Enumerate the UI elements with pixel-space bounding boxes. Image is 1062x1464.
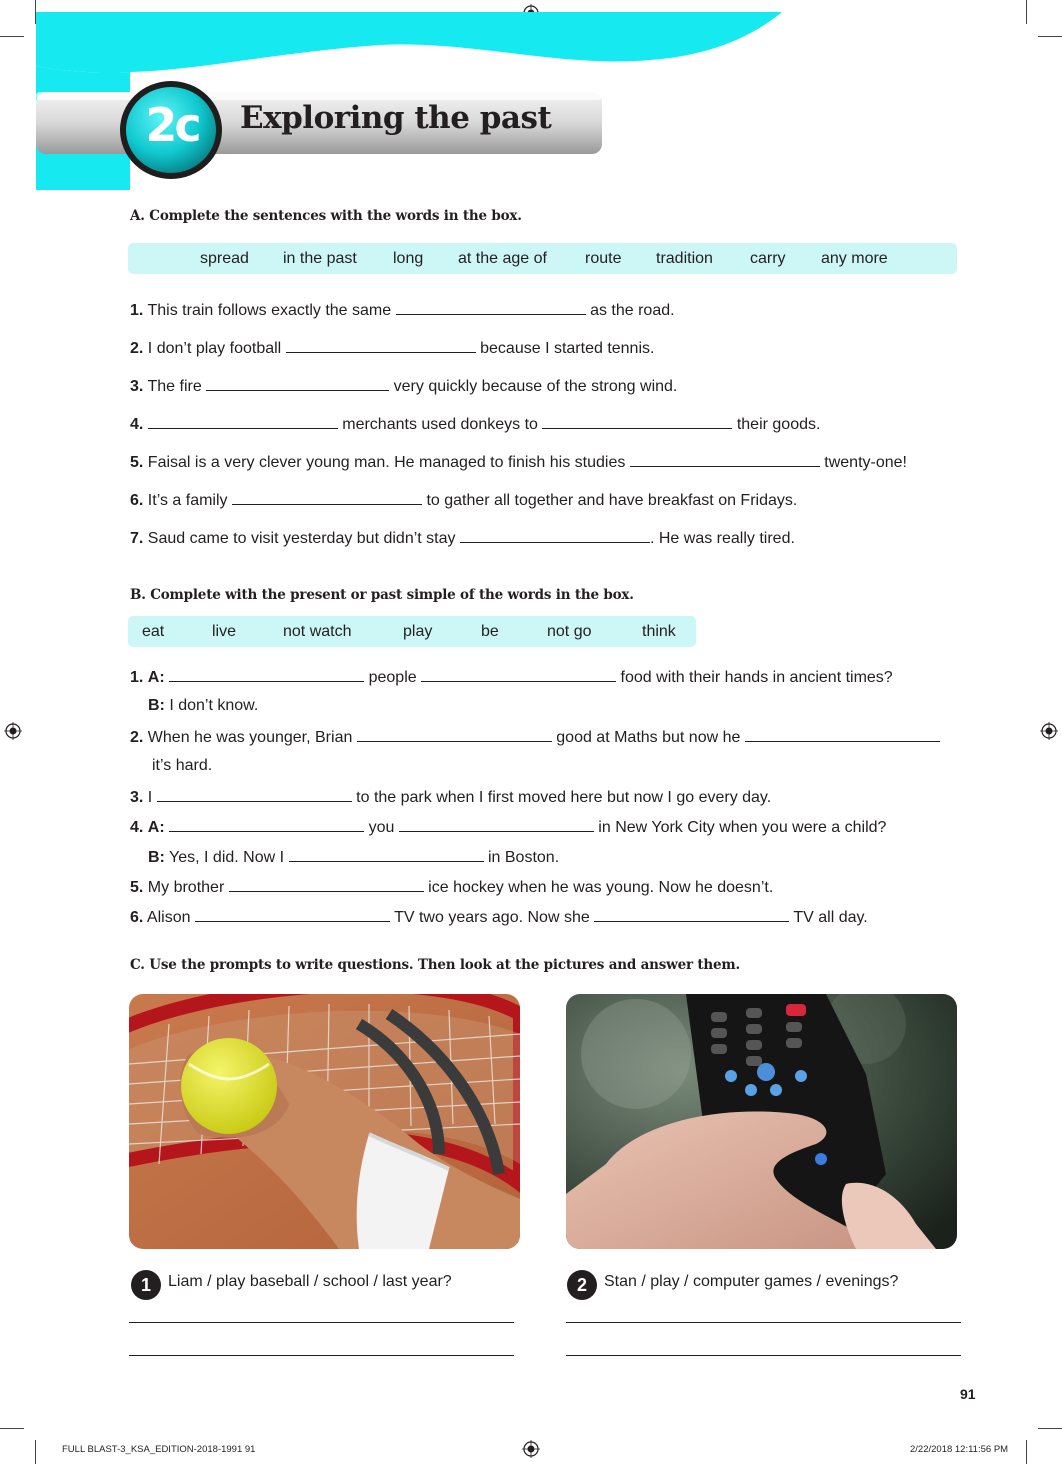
answer-blank[interactable] (289, 847, 484, 862)
exercise-b-item-4a: 4. A: you in New York City when you were a child? (130, 819, 887, 836)
word-box-item: not watch (283, 623, 352, 640)
answer-blank[interactable] (630, 452, 820, 467)
prompt-2-text: Stan / play / computer games / evenings? (604, 1273, 899, 1290)
answer-blank[interactable] (399, 817, 594, 832)
word-box-item: route (585, 250, 622, 267)
remote-control-photo (566, 994, 957, 1249)
word-box-item: live (212, 623, 237, 640)
exercise-a-item-5: 5. Faisal is a very clever young man. He managed to finish his studies twenty-one! (130, 454, 907, 471)
word-box-item: play (403, 623, 433, 640)
answer-line[interactable] (566, 1355, 961, 1356)
section-c-instruction: C. Use the prompts to write questions. Then look at the pictures and answer them. (130, 957, 741, 973)
word-box-item: think (642, 623, 676, 640)
page-number: 91 (960, 1386, 976, 1402)
answer-line[interactable] (129, 1322, 514, 1323)
exercise-b-item-1a: 1. A: people food with their hands in ancient times? (130, 669, 893, 686)
word-box-item: tradition (656, 250, 713, 267)
exercise-b-item-3: 3. I to the park when I first moved here but now I go every day. (130, 789, 772, 806)
answer-line[interactable] (566, 1322, 961, 1323)
registration-mark-icon (1040, 722, 1058, 740)
crop-mark (0, 1428, 24, 1429)
exercise-b-item-1b: B: I don’t know. (148, 697, 259, 714)
exercise-a-item-3: 3. The fire very quickly because of the strong wind. (130, 378, 678, 395)
section-b-word-box (128, 616, 696, 647)
crop-mark (1026, 0, 1027, 24)
prompt-number-1: 1 (131, 1270, 161, 1300)
footer-slug-right: 2/22/2018 12:11:56 PM (910, 1444, 1009, 1455)
answer-blank[interactable] (396, 300, 586, 315)
exercise-a-item-4: 4. merchants used donkeys to their goods. (130, 416, 821, 433)
prompt-1-text: Liam / play baseball / school / last year? (168, 1273, 452, 1290)
word-box-item: in the past (283, 250, 357, 267)
exercise-a-item-7: 7. Saud came to visit yesterday but didn’t stay . He was really tired. (130, 530, 795, 547)
answer-blank[interactable] (421, 667, 616, 682)
answer-blank[interactable] (169, 667, 364, 682)
exercise-b-item-6: 6. Alison TV two years ago. Now she TV all day. (130, 909, 868, 926)
registration-mark-icon (4, 722, 22, 740)
answer-blank[interactable] (195, 907, 390, 922)
exercise-a-item-6: 6. It’s a family to gather all together and have breakfast on Fridays. (130, 492, 798, 509)
word-box-item: carry (750, 250, 786, 267)
crop-mark (35, 1440, 36, 1464)
word-box-item: eat (142, 623, 165, 640)
answer-blank[interactable] (745, 727, 940, 742)
section-a-word-box (128, 243, 957, 274)
word-box-item: long (393, 250, 424, 267)
answer-line[interactable] (129, 1355, 514, 1356)
word-box-item: spread (200, 250, 249, 267)
answer-blank[interactable] (206, 376, 389, 391)
answer-blank[interactable] (232, 490, 422, 505)
word-box-item: at the age of (458, 250, 547, 267)
word-box-item: any more (821, 250, 888, 267)
exercise-b-item-5: 5. My brother ice hockey when he was young. Now he doesn’t. (130, 879, 774, 896)
prompt-number-2: 2 (567, 1270, 597, 1300)
answer-blank[interactable] (594, 907, 789, 922)
answer-blank[interactable] (460, 528, 650, 543)
page-title: Exploring the past (240, 100, 552, 136)
tennis-photo (129, 994, 520, 1249)
answer-blank[interactable] (357, 727, 552, 742)
answer-blank[interactable] (542, 414, 732, 429)
answer-blank[interactable] (286, 338, 476, 353)
exercise-b-item-2-cont: it’s hard. (152, 757, 213, 774)
crop-mark (1038, 1428, 1062, 1429)
exercise-b-item-4b: B: Yes, I did. Now I in Boston. (148, 849, 560, 866)
exercise-b-item-2: 2. When he was younger, Brian good at Maths but now he (130, 727, 940, 747)
section-b-instruction: B. Complete with the present or past simple of the words in the box. (130, 587, 634, 603)
footer-slug-left: FULL BLAST-3_KSA_EDITION-2018-1991 91 (62, 1444, 256, 1455)
answer-blank[interactable] (157, 787, 352, 802)
crop-mark (1026, 1440, 1027, 1464)
word-box-item: be (481, 623, 499, 640)
section-a-instruction: A. Complete the sentences with the words in the box. (130, 208, 522, 224)
exercise-a-item-1: 1. This train follows exactly the same as the road. (130, 302, 675, 319)
word-box-item: not go (547, 623, 592, 640)
registration-mark-icon (522, 1440, 540, 1458)
answer-blank[interactable] (169, 817, 364, 832)
crop-mark (1038, 36, 1062, 37)
answer-blank[interactable] (229, 877, 424, 892)
answer-blank[interactable] (148, 414, 338, 429)
exercise-a-item-2: 2. I don’t play football because I started tennis. (130, 340, 655, 357)
lesson-badge-label: 2c (145, 98, 199, 152)
